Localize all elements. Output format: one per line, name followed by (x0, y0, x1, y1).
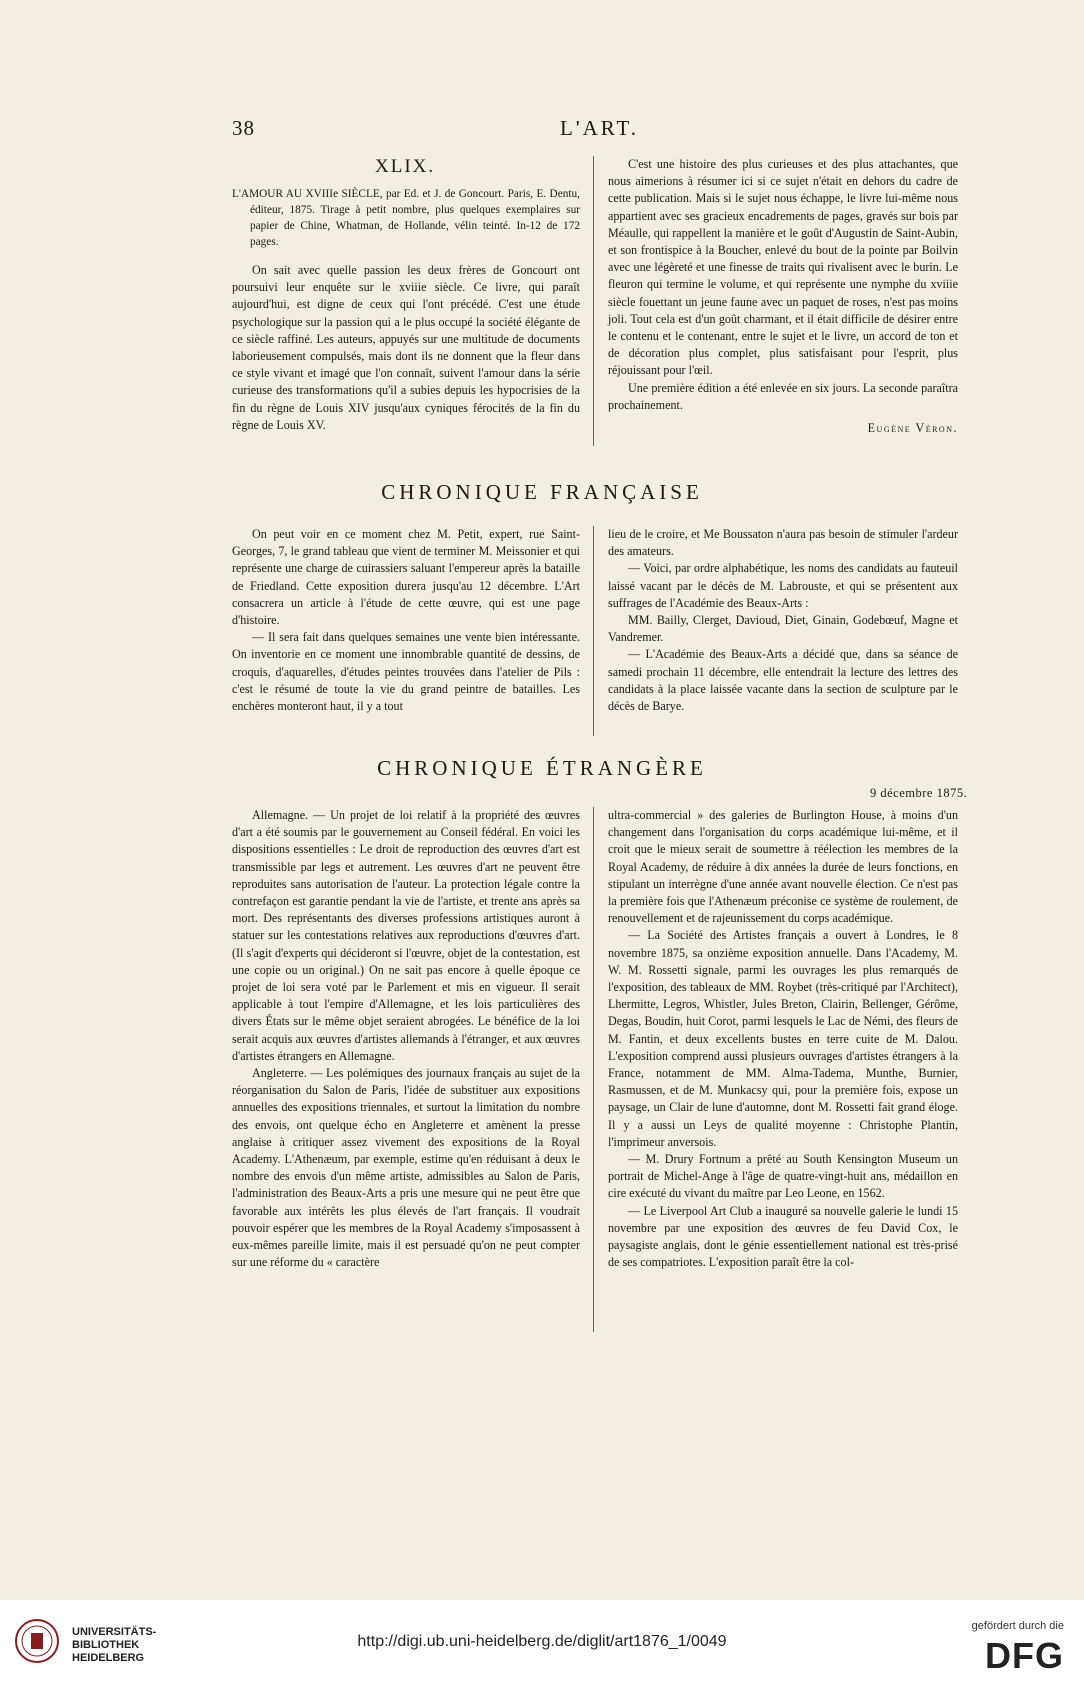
paragraph: ultra-commercial » des galeries de Burlington House, à moins d'un changement dans l'organisation du corps académique lui-même, et il croit que le mieux serait de soumettre à réélection les membres de la Royal Academy, de réduire à dix années la durée de leurs fonctions, en stipulant un interrègne d'une année avant nouvelle élection. Ce n'est pas la première fois que l'Athenæum préconise ce système de roulement, de renouvellement et de rajeunissement du corps académique. (608, 808, 958, 926)
page-number: 38 (232, 116, 255, 140)
paragraph-allemagne: Allemagne. — Un projet de loi relatif à la propriété des œuvres d'art a été soumis par le gouvernement au Conseil fédéral. En voici les dispositions essentielles : Le droit de reproduction des œuvres d'art est transmissible par legs et autrement. Les œuvres d'art ne peuvent être reproduites sans autorisation de l'auteur. La protection légale contre la contrefaçon est garantie pendant la vie de l'artiste, et trente ans après sa mort. Des représentants des diverses professions artistiques auront à statuer sur les contestations relatives aux reproductions d'œuvres d'art. (Il s'agit d'experts qui décideront si l'œuvre, objet de la contestation, est une copie ou un original.) On ne sait pas encore à quelle époque ce projet de loi sera voté par le Parlement et mis en vigueur. Il serait applicable à tout l'empire d'Allemagne, et les lois particulières des divers États sur le même objet seraient abrogées. Le bénéfice de la loi serait acquis aux œuvres d'artistes allemands à l'étranger, et aux œuvres d'artistes étrangers en Allemagne. (232, 808, 580, 1063)
paragraph: — M. Drury Fortnum a prêté au South Kensington Museum un portrait de Michel-Ange à l'âge de quatre-vingt-huit ans, médaillon en cire exécuté du vivant du maître par Leo Leone, en 1562. (608, 1152, 958, 1201)
review-signature: Eugène Véron. (867, 421, 958, 436)
review-numeral: XLIX. (375, 156, 436, 177)
digitization-footer (0, 1600, 1084, 1688)
university-name: UNIVERSITÄTS- BIBLIOTHEK HEIDELBERG (72, 1626, 157, 1664)
permalink-url[interactable]: http://digi.ub.uni-heidelberg.de/diglit/art1876_1/0049 (357, 1633, 727, 1650)
dfg-logo: DFG (985, 1635, 1064, 1676)
review-paragraph-2: C'est une histoire des plus curieuses et des plus attachantes, que nous aimerions à résumer ici si ce sujet n'était en dehors du cadre de cette publication. Mais si le sujet nous échappe, le livre lui-même nous appartient avec ses gracieux encadrements de pages, gravés sur bois par Méaulle, qui rappellent la manière et le goût d'Augustin de Saint-Aubin, et son frontispice à la Boucher, enlevé du bout de la pointe par Boilvin avec une légèreté et une finesse de traits qui rivalisent avec le burin. Le fleuron qui termine le volume, et qui représente une nymphe du xviiie siècle fouettant un jeune faune avec un paquet de roses, n'est pas moins joli. Tout cela est d'un goût charmant, et il était difficile de désirer entre le contenu et le contenant, entre le sujet et le livre, un accord de ton et de décoration plus complet, plus satisfaisant pour l'esprit, plus réjouissant pour l'œil. (608, 157, 958, 378)
book-entry: L'AMOUR AU XVIIIe SIÈCLE, par Ed. et J. de Goncourt. Paris, E. Dentu, éditeur, 1875. Tirage à petit nombre, plus quelques exemplaires sur papier de Chine, Whatman, de Hollande, vélin teinté. In-12 de 172 pages. (232, 188, 580, 248)
column-divider (593, 156, 594, 446)
review-paragraph-1: On sait avec quelle passion les deux frères de Goncourt ont poursuivi leur enquête sur le xviiie siècle. Ce livre, qui paraît aujourd'hui, est digne de ceux qui l'ont précédé. C'est une étude psychologique sur la passion qui a le plus occupé la société élégante de ce siècle raffiné. Les auteurs, appuyés sur une multitude de documents laborieusement compulsés, mais dont ils ne donnent que la fleur dans ce style vivant et imagé que l'on connaît, suivent l'amour dans la série curieuse des transformations qu'il a subies depuis les hypocrisies de la fin du règne de Louis XIV jusqu'aux cyniques férocités de la fin du règne de Louis XV. (232, 263, 580, 432)
chronique-francaise-left (232, 526, 580, 715)
paragraph: — La Société des Artistes français a ouvert à Londres, le 8 novembre 1875, sa onzième exposition annuelle. Dans l'Academy, M. W. M. Rossetti signale, parmi les ouvrages les plus remarqués de l'exposition, des tableaux de MM. Roybet (très-critiqué par l'Architect), Lhermitte, Legros, Whistler, Jules Breton, Clairin, Bellenger, Gérôme, Degas, Boudin, huit Corot, parmi lesquels le Lac de Némi, des fleurs de M. Fantin, et deux excellents bustes en terre cuite de M. Dalou. L'exposition comprend aussi plusieurs ouvrages d'artistes étrangers à la France, notamment de MM. Alma-Tadema, Munthe, Burnier, Rasmussen, et de M. Munkacsy qui, pour la première fois, expose un paysage, un Clair de lune d'automne, dont M. Rossetti fait grand éloge. Il y a aussi un Leys de qualité moyenne : Christophe Plantin, l'imprimeur anversois. (608, 928, 958, 1149)
chronique-etrangere-right (608, 807, 958, 1271)
paragraph: MM. Bailly, Clerget, Davioud, Diet, Ginain, Godebœuf, Magne et Vandremer. (608, 613, 958, 645)
paragraph: On peut voir en ce moment chez M. Petit, expert, rue Saint-Georges, 7, le grand tableau que vient de terminer M. Meissonier et qui représente une charge de cuirassiers saluant l'empereur après la bataille de Friedland. Cette exposition durera jusqu'au 12 décembre. L'Art consacrera un article à l'étude de cette œuvre, qui est une page d'histoire. (232, 527, 580, 628)
paragraph: — Il sera fait dans quelques semaines une vente bien intéressante. On inventorie en ce moment une innombrable quantité de dessins, de croquis, d'aquarelles, d'études peintes trouvées dans l'atelier de Pils : c'est le résumé de toute la vie du grand peintre de batailles. Les enchères monteront haut, il y a tout (232, 630, 580, 714)
chronique-francaise-right (608, 526, 958, 715)
funded-by-label: gefördert durch die (971, 1620, 1064, 1632)
heading-chronique-francaise: CHRONIQUE FRANÇAISE (381, 480, 703, 504)
paragraph: — L'Académie des Beaux-Arts a décidé que, dans sa séance de samedi prochain 11 décembre, elle entendrait la lecture des lettres des candidats à la place laissée vacante dans la section de sculpture par le décès de Barye. (608, 647, 958, 714)
journal-title: L'ART. (560, 116, 640, 140)
review-left-column (232, 186, 580, 434)
heading-chronique-etrangere: CHRONIQUE ÉTRANGÈRE (377, 756, 707, 780)
review-paragraph-3: Une première édition a été enlevée en six jours. La seconde paraîtra prochainement. (608, 380, 958, 412)
paragraph: — Voici, par ordre alphabétique, les noms des candidats au fauteuil laissé vacant par le décès de M. Labrouste, et qui se présentent aux suffrages de l'Académie des Beaux-Arts : (608, 561, 958, 610)
review-right-column (608, 156, 958, 437)
dateline: 9 décembre 1875. (870, 786, 968, 800)
column-divider (593, 526, 594, 736)
paragraph: — Le Liverpool Art Club a inauguré sa nouvelle galerie le lundi 15 novembre par une exposition des œuvres de feu David Cox, le paysagiste anglais, dont le génie essentiellement national est très-prisé de ses compatriotes. L'exposition paraît être la col- (608, 1203, 958, 1270)
column-divider (593, 807, 594, 1332)
chronique-etrangere-left (232, 807, 580, 1271)
paragraph: lieu de le croire, et Me Boussaton n'aura pas besoin de stimuler l'ardeur des amateurs. (608, 527, 958, 559)
paragraph-angleterre: Angleterre. — Les polémiques des journaux français au sujet de la réorganisation du Salon de Paris, l'idée de substituer aux expositions annuelles des expositions triennales, et surtout la limitation du nombre des envois, ont quelque écho en Angleterre et amènent la presse anglaise à critiquer assez vivement des expositions de la Royal Academy. L'Athenæum, par exemple, estime qu'en réduisant à deux le nombre des envois d'un même artiste, admissibles au Salon de Paris, l'administration des Beaux-Arts a pris une mesure qui ne peut être que favorable aux intérêts les plus élevés de l'art français. Il voudrait pouvoir espérer que les membres de la Royal Academy s'imposassent à eux-mêmes pareille limite, mais il est persuadé qu'on ne peut compter sur une réforme du « caractère (232, 1066, 580, 1270)
